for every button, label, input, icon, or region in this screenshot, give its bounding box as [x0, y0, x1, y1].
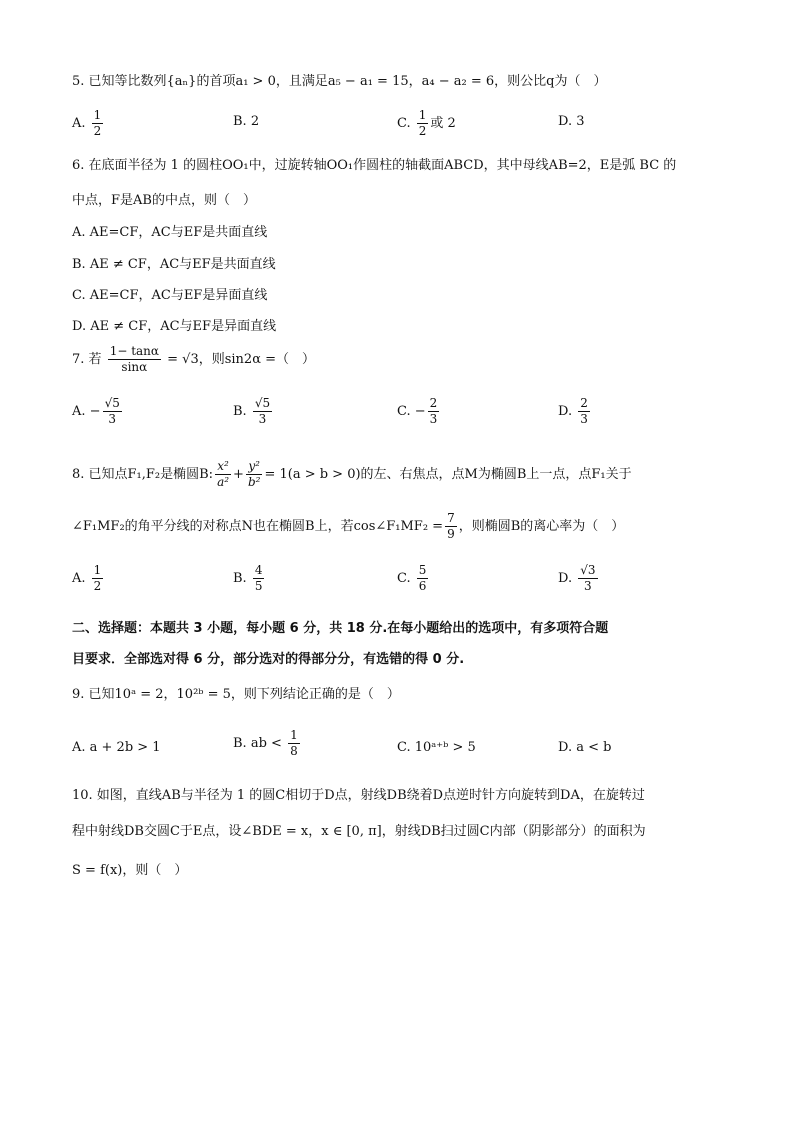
- option-label: A.: [72, 116, 86, 131]
- question-9-option-a: A. a + 2b > 1: [72, 740, 161, 755]
- fraction: $\frac{2}{3}$: [429, 396, 438, 426]
- question-5-option-c: C. $\frac{1}{2}$ 或 2: [397, 108, 456, 138]
- section-2-heading-line1: 二、选择题：本题共 3 小题，每小题 6 分，共 18 分.在每小题给出的选项中，有多项符合题: [72, 621, 609, 636]
- question-10-stem-line2: 程中射线DB交圆C于E点，设∠BDE = x，x ∈ [0, π]，射线DB扫过圆C内部（阴影部分）的面积为: [72, 824, 646, 839]
- question-5-option-d: D. 3: [558, 114, 585, 129]
- question-8-stem-line1: 8. 已知点F₁,F₂是椭圆B: $\frac{\text{x²}}{\text{a²}}$ + $\frac{\text{y²}}{\text{b²}}$ = 1(a > b > 0)的左、右焦点，点M为椭圆B上一点，点F₁关于: [72, 459, 632, 489]
- question-10-stem-line3: S = f(x)，则（ ）: [72, 863, 188, 878]
- question-6-option-a: A. AE=CF，AC与EF是共面直线: [72, 225, 268, 240]
- question-7-option-c: C. − $\frac{2}{3}$: [397, 396, 438, 426]
- fraction: $\frac{1}{8}$: [290, 728, 298, 758]
- question-5-option-a: [72, 108, 105, 139]
- question-9-option-b: B. ab < $\frac{1}{8}$: [233, 728, 298, 758]
- question-6-option-c: C. AE=CF，AC与EF是异面直线: [72, 288, 268, 303]
- question-7-option-d: D. $\frac{2}{3}$: [558, 396, 588, 426]
- question-5-option-b: B. 2: [233, 114, 260, 129]
- question-7-stem: 7. 若 $\frac{1- \tan\alpha}{\sin\alpha}$ = √3，则sin2α =（ ）: [72, 344, 315, 374]
- fraction: $\frac{√5}{3}$: [104, 396, 120, 426]
- fraction: $\frac{√5}{3}$: [254, 396, 271, 426]
- question-8-stem-line2: ∠F₁MF₂的角平分线的对称点N也在椭圆B上，若cos∠F₁MF₂ = $\frac{7}{9}$ ，则椭圆B的离心率为（ ）: [72, 511, 625, 541]
- fraction: $\frac{1}{2}$: [93, 563, 102, 593]
- fraction: $\frac{1- \tan\alpha}{\sin\alpha}$: [109, 344, 159, 374]
- section-2-heading-line2: 目要求．全部选对得 6 分，部分选对的得部分分，有选错的得 0 分.: [72, 652, 465, 667]
- question-6-stem-line2: 中点，F是AB的中点，则（ ）: [72, 193, 256, 208]
- question-6-option-b: B. AE ≠ CF，AC与EF是共面直线: [72, 257, 276, 272]
- fraction: $\frac{√3}{3}$: [580, 563, 596, 593]
- fraction: $\frac{4}{5}$: [254, 563, 263, 593]
- fraction: $\frac{1}{2}$: [418, 108, 427, 138]
- question-8-option-b: B. $\frac{4}{5}$: [233, 563, 263, 593]
- fraction: $\frac{7}{9}$: [447, 511, 455, 541]
- question-8-option-d: D. $\frac{√3}{3}$: [558, 563, 596, 593]
- fraction: $\frac{1}{2}$: [93, 108, 102, 138]
- fraction: $\frac{5}{6}$: [418, 563, 427, 593]
- fraction: $\frac{2}{3}$: [580, 396, 588, 426]
- question-9-option-c: C. 10ᵃ⁺ᵇ > 5: [397, 740, 476, 755]
- question-9-option-d: D. a < b: [558, 740, 612, 755]
- question-7-option-b: B. $\frac{√5}{3}$: [233, 396, 271, 426]
- question-8-option-c: C. $\frac{5}{6}$: [397, 563, 427, 593]
- fraction: $\frac{\text{x²}}{\text{a²}}$: [217, 459, 230, 489]
- fraction: $\frac{\text{y²}}{\text{b²}}$: [247, 459, 261, 489]
- question-5-stem: 5. 已知等比数列{aₙ}的首项a₁ > 0，且满足a₅ − a₁ = 15，a₄ − a₂ = 6，则公比q为（ ）: [72, 74, 607, 89]
- question-6-option-d: D. AE ≠ CF，AC与EF是异面直线: [72, 319, 277, 334]
- question-7-option-a: A. − $\frac{√5}{3}$: [72, 396, 120, 426]
- question-6-stem-line1: 6. 在底面半径为 1 的圆柱OO₁中，过旋转轴OO₁作圆柱的轴截面ABCD，其中母线AB=2，E是弧 BC 的: [72, 158, 677, 173]
- question-8-option-a: A. $\frac{1}{2}$: [72, 563, 102, 593]
- question-10-stem-line1: 10. 如图，直线AB与半径为 1 的圆C相切于D点，射线DB绕着D点逆时针方向旋转到DA，在旋转过: [72, 788, 645, 803]
- question-9-stem: 9. 已知10ᵃ = 2，10²ᵇ = 5，则下列结论正确的是（ ）: [72, 687, 400, 702]
